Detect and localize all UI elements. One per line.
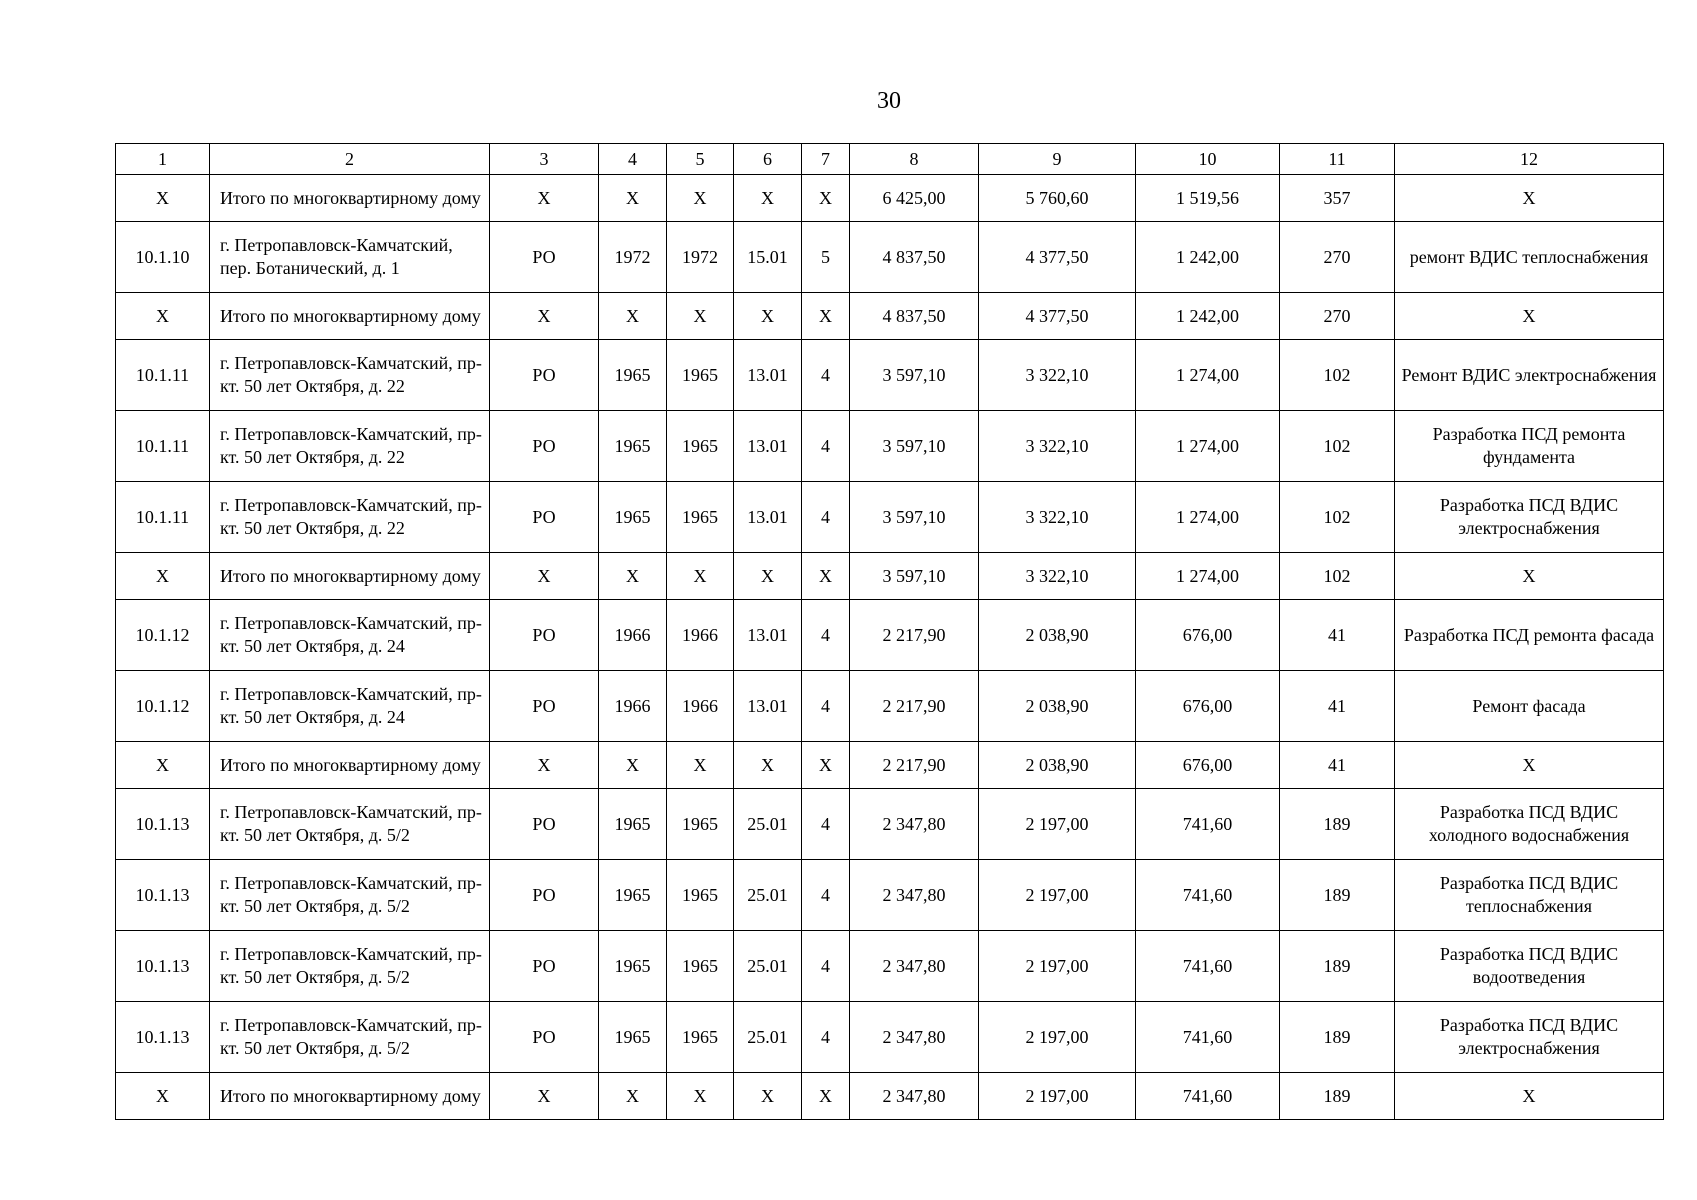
cell-total-area: 2 217,90 [850, 671, 979, 742]
cell-build-year: 1965 [599, 482, 667, 553]
cell-total-area: 4 837,50 [850, 293, 979, 340]
cell-total-area: 2 217,90 [850, 600, 979, 671]
cell-owner-type: X [490, 553, 599, 600]
cell-row-number: 10.1.11 [116, 340, 210, 411]
cell-living-area: 3 322,10 [979, 340, 1136, 411]
cell-build-year: 1965 [599, 411, 667, 482]
cell-address: г. Петропавловск-Камчатский, пр-кт. 50 лет Октября, д. 24 [210, 671, 490, 742]
header-cell-4: 4 [599, 144, 667, 175]
cell-type-code: X [734, 293, 802, 340]
cell-floors: X [802, 1073, 850, 1120]
cell-commission-year: 1965 [667, 860, 734, 931]
cell-residents: 189 [1280, 1073, 1395, 1120]
cell-commission-year: 1965 [667, 411, 734, 482]
cell-address: г. Петропавловск-Камчатский, пр-кт. 50 лет Октября, д. 5/2 [210, 860, 490, 931]
cell-living-area: 2 038,90 [979, 742, 1136, 789]
table-row [116, 1002, 1664, 1073]
cell-total-area: 3 597,10 [850, 340, 979, 411]
cell-address: Итого по многоквартирному дому [210, 293, 490, 340]
cell-total-area: 4 837,50 [850, 222, 979, 293]
cell-owner-type: X [490, 293, 599, 340]
cell-build-year: 1965 [599, 860, 667, 931]
cell-type-code: 13.01 [734, 482, 802, 553]
table-row [116, 600, 1664, 671]
cell-common-area: 741,60 [1136, 860, 1280, 931]
cell-residents: 102 [1280, 340, 1395, 411]
cell-owner-type: РО [490, 340, 599, 411]
cell-residents: 102 [1280, 411, 1395, 482]
header-cell-5: 5 [667, 144, 734, 175]
cell-work-type: Разработка ПСД ВДИС электроснабжения [1395, 482, 1664, 553]
cell-common-area: 1 274,00 [1136, 482, 1280, 553]
cell-floors: 4 [802, 789, 850, 860]
cell-living-area: 3 322,10 [979, 411, 1136, 482]
cell-commission-year: X [667, 553, 734, 600]
header-cell-11: 11 [1280, 144, 1395, 175]
cell-living-area: 2 197,00 [979, 931, 1136, 1002]
cell-residents: 189 [1280, 1002, 1395, 1073]
cell-residents: 270 [1280, 222, 1395, 293]
cell-address: Итого по многоквартирному дому [210, 175, 490, 222]
cell-commission-year: 1965 [667, 1002, 734, 1073]
cell-floors: X [802, 293, 850, 340]
table-row [116, 931, 1664, 1002]
page-number: 30 [877, 88, 901, 114]
cell-living-area: 4 377,50 [979, 293, 1136, 340]
cell-residents: 102 [1280, 553, 1395, 600]
table-row [116, 222, 1664, 293]
cell-address: г. Петропавловск-Камчатский, пр-кт. 50 лет Октября, д. 5/2 [210, 931, 490, 1002]
cell-build-year: 1972 [599, 222, 667, 293]
cell-owner-type: РО [490, 482, 599, 553]
header-cell-8: 8 [850, 144, 979, 175]
cell-work-type: Ремонт ВДИС электроснабжения [1395, 340, 1664, 411]
cell-owner-type: РО [490, 789, 599, 860]
cell-build-year: 1965 [599, 1002, 667, 1073]
cell-total-area: 2 347,80 [850, 1073, 979, 1120]
cell-living-area: 3 322,10 [979, 482, 1136, 553]
cell-floors: 4 [802, 340, 850, 411]
cell-address: г. Петропавловск-Камчатский, пр-кт. 50 лет Октября, д. 24 [210, 600, 490, 671]
cell-common-area: 741,60 [1136, 931, 1280, 1002]
cell-floors: 4 [802, 931, 850, 1002]
cell-floors: 4 [802, 1002, 850, 1073]
cell-owner-type: РО [490, 860, 599, 931]
cell-living-area: 3 322,10 [979, 553, 1136, 600]
cell-common-area: 1 242,00 [1136, 293, 1280, 340]
cell-residents: 357 [1280, 175, 1395, 222]
cell-row-number: 10.1.11 [116, 411, 210, 482]
header-cell-6: 6 [734, 144, 802, 175]
cell-total-area: 3 597,10 [850, 411, 979, 482]
cell-commission-year: X [667, 742, 734, 789]
cell-address: г. Петропавловск-Камчатский, пр-кт. 50 лет Октября, д. 22 [210, 340, 490, 411]
cell-total-area: 3 597,10 [850, 482, 979, 553]
cell-residents: 189 [1280, 860, 1395, 931]
cell-residents: 102 [1280, 482, 1395, 553]
cell-owner-type: X [490, 742, 599, 789]
cell-address: Итого по многоквартирному дому [210, 742, 490, 789]
cell-row-number: 10.1.13 [116, 789, 210, 860]
cell-floors: X [802, 175, 850, 222]
cell-common-area: 1 274,00 [1136, 340, 1280, 411]
cell-residents: 41 [1280, 600, 1395, 671]
cell-floors: X [802, 553, 850, 600]
cell-work-type: Разработка ПСД ВДИС водоотведения [1395, 931, 1664, 1002]
cell-commission-year: 1972 [667, 222, 734, 293]
total-row [116, 175, 1664, 222]
cell-common-area: 676,00 [1136, 600, 1280, 671]
cell-common-area: 1 242,00 [1136, 222, 1280, 293]
cell-work-type: Ремонт фасада [1395, 671, 1664, 742]
repair-program-table [115, 143, 1664, 1120]
cell-address: г. Петропавловск-Камчатский, пр-кт. 50 лет Октября, д. 5/2 [210, 789, 490, 860]
cell-floors: 4 [802, 671, 850, 742]
total-row [116, 293, 1664, 340]
cell-work-type: X [1395, 742, 1664, 789]
cell-row-number: 10.1.13 [116, 931, 210, 1002]
cell-build-year: 1966 [599, 600, 667, 671]
cell-total-area: 2 347,80 [850, 931, 979, 1002]
table-body [116, 144, 1664, 1120]
cell-living-area: 2 197,00 [979, 860, 1136, 931]
cell-build-year: 1965 [599, 931, 667, 1002]
cell-build-year: X [599, 175, 667, 222]
cell-residents: 189 [1280, 931, 1395, 1002]
cell-type-code: 13.01 [734, 671, 802, 742]
cell-total-area: 2 347,80 [850, 860, 979, 931]
cell-type-code: X [734, 175, 802, 222]
cell-row-number: 10.1.13 [116, 1002, 210, 1073]
cell-address: г. Петропавловск-Камчатский, пр-кт. 50 лет Октября, д. 5/2 [210, 1002, 490, 1073]
cell-address: Итого по многоквартирному дому [210, 553, 490, 600]
cell-owner-type: РО [490, 600, 599, 671]
cell-total-area: 2 347,80 [850, 1002, 979, 1073]
header-cell-2: 2 [210, 144, 490, 175]
cell-living-area: 2 038,90 [979, 600, 1136, 671]
cell-total-area: 2 217,90 [850, 742, 979, 789]
cell-living-area: 5 760,60 [979, 175, 1136, 222]
cell-owner-type: X [490, 175, 599, 222]
cell-work-type: Разработка ПСД ВДИС теплоснабжения [1395, 860, 1664, 931]
cell-build-year: 1966 [599, 671, 667, 742]
cell-build-year: 1965 [599, 340, 667, 411]
cell-address: г. Петропавловск-Камчатский, пр-кт. 50 лет Октября, д. 22 [210, 411, 490, 482]
cell-floors: 4 [802, 411, 850, 482]
cell-commission-year: X [667, 1073, 734, 1120]
cell-common-area: 676,00 [1136, 742, 1280, 789]
cell-build-year: 1965 [599, 789, 667, 860]
cell-build-year: X [599, 553, 667, 600]
cell-living-area: 2 197,00 [979, 1002, 1136, 1073]
cell-commission-year: 1966 [667, 671, 734, 742]
cell-total-area: 2 347,80 [850, 789, 979, 860]
cell-row-number: X [116, 1073, 210, 1120]
cell-floors: 4 [802, 600, 850, 671]
cell-row-number: X [116, 742, 210, 789]
cell-work-type: X [1395, 293, 1664, 340]
cell-build-year: X [599, 293, 667, 340]
cell-build-year: X [599, 742, 667, 789]
cell-commission-year: 1965 [667, 789, 734, 860]
cell-address: г. Петропавловск-Камчатский, пер. Ботанический, д. 1 [210, 222, 490, 293]
total-row [116, 553, 1664, 600]
cell-owner-type: РО [490, 671, 599, 742]
header-cell-3: 3 [490, 144, 599, 175]
cell-work-type: X [1395, 175, 1664, 222]
cell-type-code: X [734, 553, 802, 600]
cell-work-type: Разработка ПСД ремонта фундамента [1395, 411, 1664, 482]
header-cell-10: 10 [1136, 144, 1280, 175]
cell-type-code: 25.01 [734, 860, 802, 931]
cell-common-area: 1 274,00 [1136, 553, 1280, 600]
cell-row-number: X [116, 293, 210, 340]
total-row [116, 742, 1664, 789]
cell-common-area: 1 274,00 [1136, 411, 1280, 482]
cell-commission-year: 1965 [667, 340, 734, 411]
cell-type-code: X [734, 742, 802, 789]
cell-type-code: 25.01 [734, 1002, 802, 1073]
cell-residents: 41 [1280, 742, 1395, 789]
cell-owner-type: РО [490, 931, 599, 1002]
cell-common-area: 1 519,56 [1136, 175, 1280, 222]
cell-row-number: 10.1.12 [116, 600, 210, 671]
cell-commission-year: X [667, 293, 734, 340]
cell-type-code: 13.01 [734, 411, 802, 482]
cell-row-number: 10.1.10 [116, 222, 210, 293]
cell-common-area: 741,60 [1136, 1073, 1280, 1120]
cell-owner-type: РО [490, 411, 599, 482]
cell-work-type: Разработка ПСД ремонта фасада [1395, 600, 1664, 671]
cell-floors: 4 [802, 482, 850, 553]
cell-type-code: 15.01 [734, 222, 802, 293]
cell-type-code: 13.01 [734, 340, 802, 411]
cell-commission-year: 1965 [667, 482, 734, 553]
cell-living-area: 4 377,50 [979, 222, 1136, 293]
cell-floors: X [802, 742, 850, 789]
table-row [116, 860, 1664, 931]
cell-work-type: X [1395, 1073, 1664, 1120]
cell-type-code: 25.01 [734, 931, 802, 1002]
cell-row-number: X [116, 553, 210, 600]
cell-total-area: 6 425,00 [850, 175, 979, 222]
cell-living-area: 2 038,90 [979, 671, 1136, 742]
cell-address: г. Петропавловск-Камчатский, пр-кт. 50 лет Октября, д. 22 [210, 482, 490, 553]
cell-common-area: 741,60 [1136, 1002, 1280, 1073]
header-cell-1: 1 [116, 144, 210, 175]
column-number-row [116, 144, 1664, 175]
table-row [116, 482, 1664, 553]
cell-work-type: X [1395, 553, 1664, 600]
cell-residents: 270 [1280, 293, 1395, 340]
cell-floors: 5 [802, 222, 850, 293]
cell-type-code: X [734, 1073, 802, 1120]
cell-owner-type: РО [490, 1002, 599, 1073]
cell-residents: 41 [1280, 671, 1395, 742]
table-row [116, 340, 1664, 411]
total-row [116, 1073, 1664, 1120]
header-cell-12: 12 [1395, 144, 1664, 175]
cell-work-type: ремонт ВДИС теплоснабжения [1395, 222, 1664, 293]
table-row [116, 671, 1664, 742]
table-row [116, 789, 1664, 860]
cell-total-area: 3 597,10 [850, 553, 979, 600]
cell-row-number: X [116, 175, 210, 222]
cell-floors: 4 [802, 860, 850, 931]
cell-owner-type: X [490, 1073, 599, 1120]
cell-build-year: X [599, 1073, 667, 1120]
cell-common-area: 741,60 [1136, 789, 1280, 860]
cell-type-code: 13.01 [734, 600, 802, 671]
cell-commission-year: X [667, 175, 734, 222]
cell-row-number: 10.1.12 [116, 671, 210, 742]
cell-living-area: 2 197,00 [979, 789, 1136, 860]
cell-owner-type: РО [490, 222, 599, 293]
cell-row-number: 10.1.13 [116, 860, 210, 931]
cell-common-area: 676,00 [1136, 671, 1280, 742]
cell-work-type: Разработка ПСД ВДИС электроснабжения [1395, 1002, 1664, 1073]
cell-living-area: 2 197,00 [979, 1073, 1136, 1120]
cell-residents: 189 [1280, 789, 1395, 860]
header-cell-9: 9 [979, 144, 1136, 175]
cell-commission-year: 1966 [667, 600, 734, 671]
cell-type-code: 25.01 [734, 789, 802, 860]
cell-work-type: Разработка ПСД ВДИС холодного водоснабжения [1395, 789, 1664, 860]
cell-commission-year: 1965 [667, 931, 734, 1002]
cell-row-number: 10.1.11 [116, 482, 210, 553]
table-row [116, 411, 1664, 482]
header-cell-7: 7 [802, 144, 850, 175]
cell-address: Итого по многоквартирному дому [210, 1073, 490, 1120]
